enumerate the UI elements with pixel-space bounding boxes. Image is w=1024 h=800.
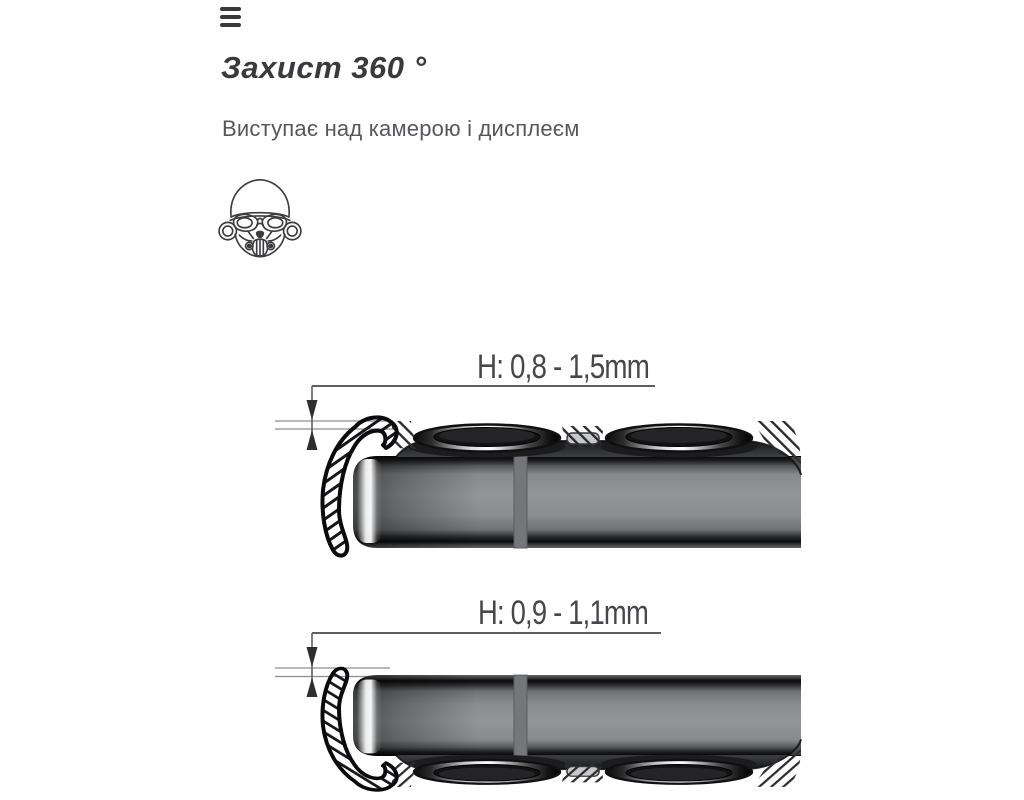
- arrow-down-icon: [307, 647, 318, 667]
- page-subtitle: Виступає над камерою і дисплеєм: [222, 116, 580, 141]
- arrow-down-icon: [307, 400, 318, 420]
- arrow-up-icon: [307, 678, 318, 698]
- dimension-label-display: H: 0,9 - 1,1mm: [478, 594, 648, 632]
- diagram-camera-side: [275, 348, 801, 556]
- page-title: Захист 360 °: [221, 50, 427, 85]
- arrow-up-icon: [307, 430, 318, 450]
- dimension-label-camera: H: 0,8 - 1,5mm: [477, 348, 649, 386]
- diagram-display-side: [275, 594, 801, 790]
